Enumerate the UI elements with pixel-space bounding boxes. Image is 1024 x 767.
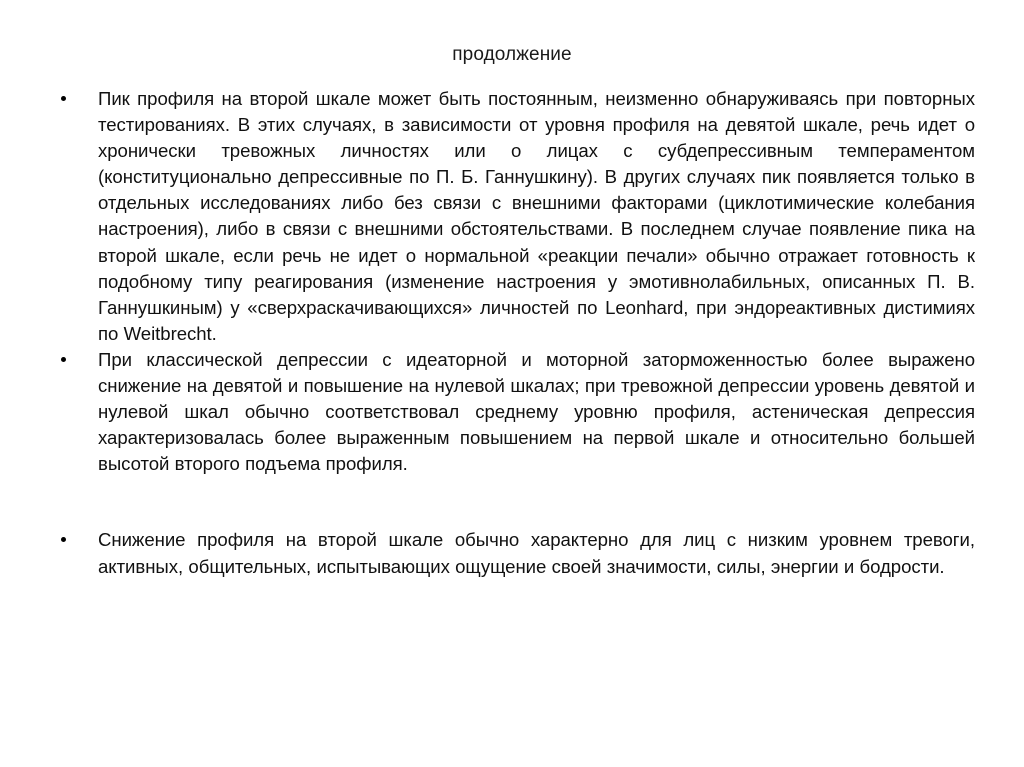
- bullet-item-text: Пик профиля на второй шкале может быть постоянным, неизменно обнаруживаясь при повторных тестированиях. В этих случаях, в зависимости от уровня профиля на девятой шкале, речь идет о хронически тревожных личностях или о лицах с субдепрессивным темпераментом (конституционально депрессивные по П. Б. Ганнушкину). В других случаях пик появляется только в отдельных исследованиях либо без связи с внешними факторами (циклотимические колебания настроения), либо в связи с внешними обстоятельствами. В последнем случае появление пика на второй шкале, если речь не идет о нормальной «реакции печали» обычно отражает готовность к подобному типу реагирования (изменение настроения у эмотивнолабильных, описанных П. В. Ганнушкиным) у «сверхраскачивающихся» личностей по Leonhard, при эндореактивных дистимиях по Weitbrecht.: [98, 88, 975, 344]
- slide-title: продолжение: [452, 44, 572, 65]
- bullet-point-icon: [61, 96, 66, 101]
- bullet-item-text: Снижение профиля на второй шкале обычно характерно для лиц с низким уровнем тревоги, активных, общительных, испытывающих ощущение своей значимости, силы, энергии и бодрости.: [98, 529, 975, 577]
- bullet-list-item: [55, 86, 975, 347]
- bullet-item-text: При классической депрессии с идеаторной и моторной заторможенностью более выражено снижение на девятой и повышение на нулевой шкалах; при тревожной депрессии уровень девятой и нулевой шкал обычно соответствовал среднему уровню профиля, астеническая депрессия характеризовалась более выраженным повышением на первой шкале и относительно большей высотой второго подъема профиля.: [98, 348, 975, 475]
- bullet-point-icon: [61, 357, 66, 362]
- bullet-point-icon: [61, 537, 66, 542]
- bullet-list-item: [55, 347, 975, 477]
- bullet-list-item: [55, 527, 975, 579]
- slide-body: [55, 86, 975, 580]
